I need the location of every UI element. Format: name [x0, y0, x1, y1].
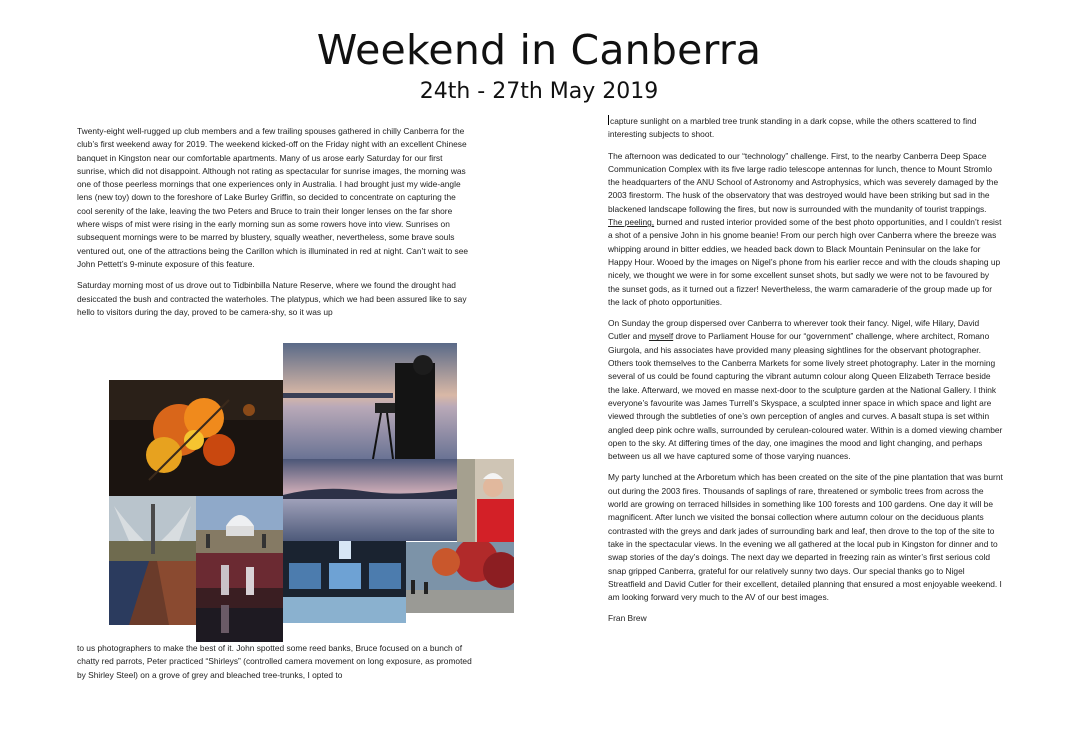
- right-paragraph-2-text-a: The afternoon was dedicated to our “technology” challenge. First, to the nearby Canberra Deep Space Communication Complex with its five large radio telescope antennas for lunch, thence to Mount Stromlo the headquarters of the ANU School of Astronomy and Astrophysics, which was severely damaged by the 2003 firestorm. The husk of the observatory that was destroyed would have been striking but sad in the blackened landscape following the fires, but now is surrounded with the mundanity of tourist trappings.: [608, 150, 999, 214]
- photo-radio-telescopes: [109, 496, 196, 561]
- right-paragraph-3-text-b: drove to Parliament House for our “government” challenge, where architect, Romano Giurgola, and his associates have provided many pleasing sightlines for the observant photographer. Others took themselves to the Canberra Markets for some lively street photography. Later in the morning several of us could be found capturing the vibrant autumn colour along Queen Elizabeth Terrace beside the lake. Afterward, we moved en masse next-door to the sculpture garden at the National Gallery. I think everyone’s favourite was James Turrell’s Skyspace, a sculpted inner space in which space and light are viewed through the subtleties of one’s own perception of angles and curves. A basalt stupa is set within angled deep pink ochre walls, surrounded by cerulean-coloured water. Within is a domed viewing chamber open to the sky. At differing times of the day, one imagines the mood and light changing, and perhaps between us all we have captured some of those varying nuances.: [608, 331, 1003, 462]
- underlined-text-peeling: The peeling,: [608, 217, 655, 228]
- right-paragraph-3-text-a: On Sunday the group dispersed over Canberra to wherever took their fancy. Nigel, wife Hilary, David Cutler and: [608, 318, 980, 342]
- photo-lake-photographer: [283, 343, 457, 459]
- page-subtitle: 24th - 27th May 2019: [419, 79, 659, 104]
- photo-sculpture-walls: [109, 561, 196, 625]
- left-paragraph-2: Saturday morning most of us drove out to Tidbinbilla Nature Reserve, where we found the drought had desiccated the bush and contracted the waterholes. The platypus, which we had been assured like to say hello to visitors during the day, proved to be camera-shy, so it was up: [77, 280, 467, 317]
- text-cursor: [608, 115, 609, 125]
- right-paragraph-2: [608, 150, 1003, 310]
- signature: Fran Brew: [608, 613, 647, 624]
- left-column-continued: [77, 642, 472, 690]
- right-paragraph-4: My party lunched at the Arboretum which has been created on the site of the pine plantation that was burnt out during the 2003 fires. Thousands of saplings of rare, threatened or symbolic trees from across the world are growing on terraced hillsides in something like 100 forests and 100 gardens. One day it will be magnificent. After lunch we visited the bonsai collection where autumn colour on the deciduous plants contrasted with the greys and dark jades of surrounding bark and leaf, then drove to the top of the site to take in the spectacular views. In the evening we all gathered at the local pub in Kingston for dinner and to swap stories of the day’s doings. The next day we departed in freezing rain as winter’s first serious cold snap gripped Canberra, grateful for our relatively sunny two days. Our special thanks go to Nigel Streatfield and David Cutler for their excellent, detailed planning that ensured a most enjoyable weekend. I am looking forward very much to the AV of our best images.: [608, 472, 1003, 603]
- right-paragraph-1: [608, 115, 1003, 142]
- photo-street-figures: [196, 553, 283, 642]
- left-paragraph-3: to us photographers to make the best of it. John spotted some reed banks, Bruce focused on a bunch of chatty red parrots, Peter practiced “Shirleys” (controlled camera movement on long exposure, as promoted by Shirley Steel) on a grove of grey and bleached tree-trunks, I opted to: [77, 643, 472, 680]
- photo-observatory: [196, 496, 283, 553]
- photo-autumn-terrace: [406, 542, 514, 613]
- underlined-text-myself: myself: [648, 331, 674, 342]
- right-paragraph-1-text: capture sunlight on a marbled tree trunk standing in a dark copse, while the others scattered to find interesting subjects to shoot.: [608, 116, 977, 140]
- left-column: [77, 125, 472, 327]
- page-title: Weekend in Canberra: [316, 26, 762, 74]
- right-column: [608, 115, 1003, 634]
- right-paragraph-2-text-b: burned and rusted interior provided some of the best photo opportunities, and I couldn’t resist a shot of a pensive John in his gnome beanie! From our perch high over Canberra where the breeze was whipping around in bitter eddies, we headed back down to Black Mountain Peninsular on the lake for Happy Hour. Wooed by the images on Nigel’s phone from his earlier recce and with the clouds shaping up nicely, we thought we were in for some excellent sunset shots, but sadly we were not to be favoured by the sunset gods, as it turned out a fizzer! Nevertheless, the warm camaraderie of the group made up for the lack of photo opportunities.: [608, 217, 1002, 307]
- photo-skyspace-interior: [283, 541, 406, 623]
- photo-man-red-jacket: [457, 459, 514, 542]
- right-paragraph-3: [608, 317, 1003, 463]
- photo-autumn-leaves: [109, 380, 283, 496]
- photo-lake-sunset: [283, 459, 457, 541]
- left-paragraph-1: Twenty-eight well-rugged up club members and a few trailing spouses gathered in chilly Canberra for the club’s first weekend away for 2019. The weekend kicked-off on the Friday night with an excellent Chinese banquet in Kingston near our comfortable apartments. Many of us arose early Saturday for our first sunrise, which did not disappoint. Although not rating as spectacular for sunrise images, the morning was one of those peerless mornings that one experiences only in Australia. I had brought just my wide-angle lens (new toy) down to the foreshore of Lake Burley Griffin, so decided to concentrate on capturing the cool serenity of the lake, leaving the two Peters and Bruce to train their longer lenses on the far shore where wisps of mist were rising in the early morning sun as some rowers hove into view. Sunrises on subsequent mornings were to be marred by blustery, squally weather, nevertheless, some brave souls ventured out, one of the attractions being the Carillon which is illuminated in red at night. Can’t wait to see John Pettett’s 9-minute exposure of this feature.: [77, 126, 469, 269]
